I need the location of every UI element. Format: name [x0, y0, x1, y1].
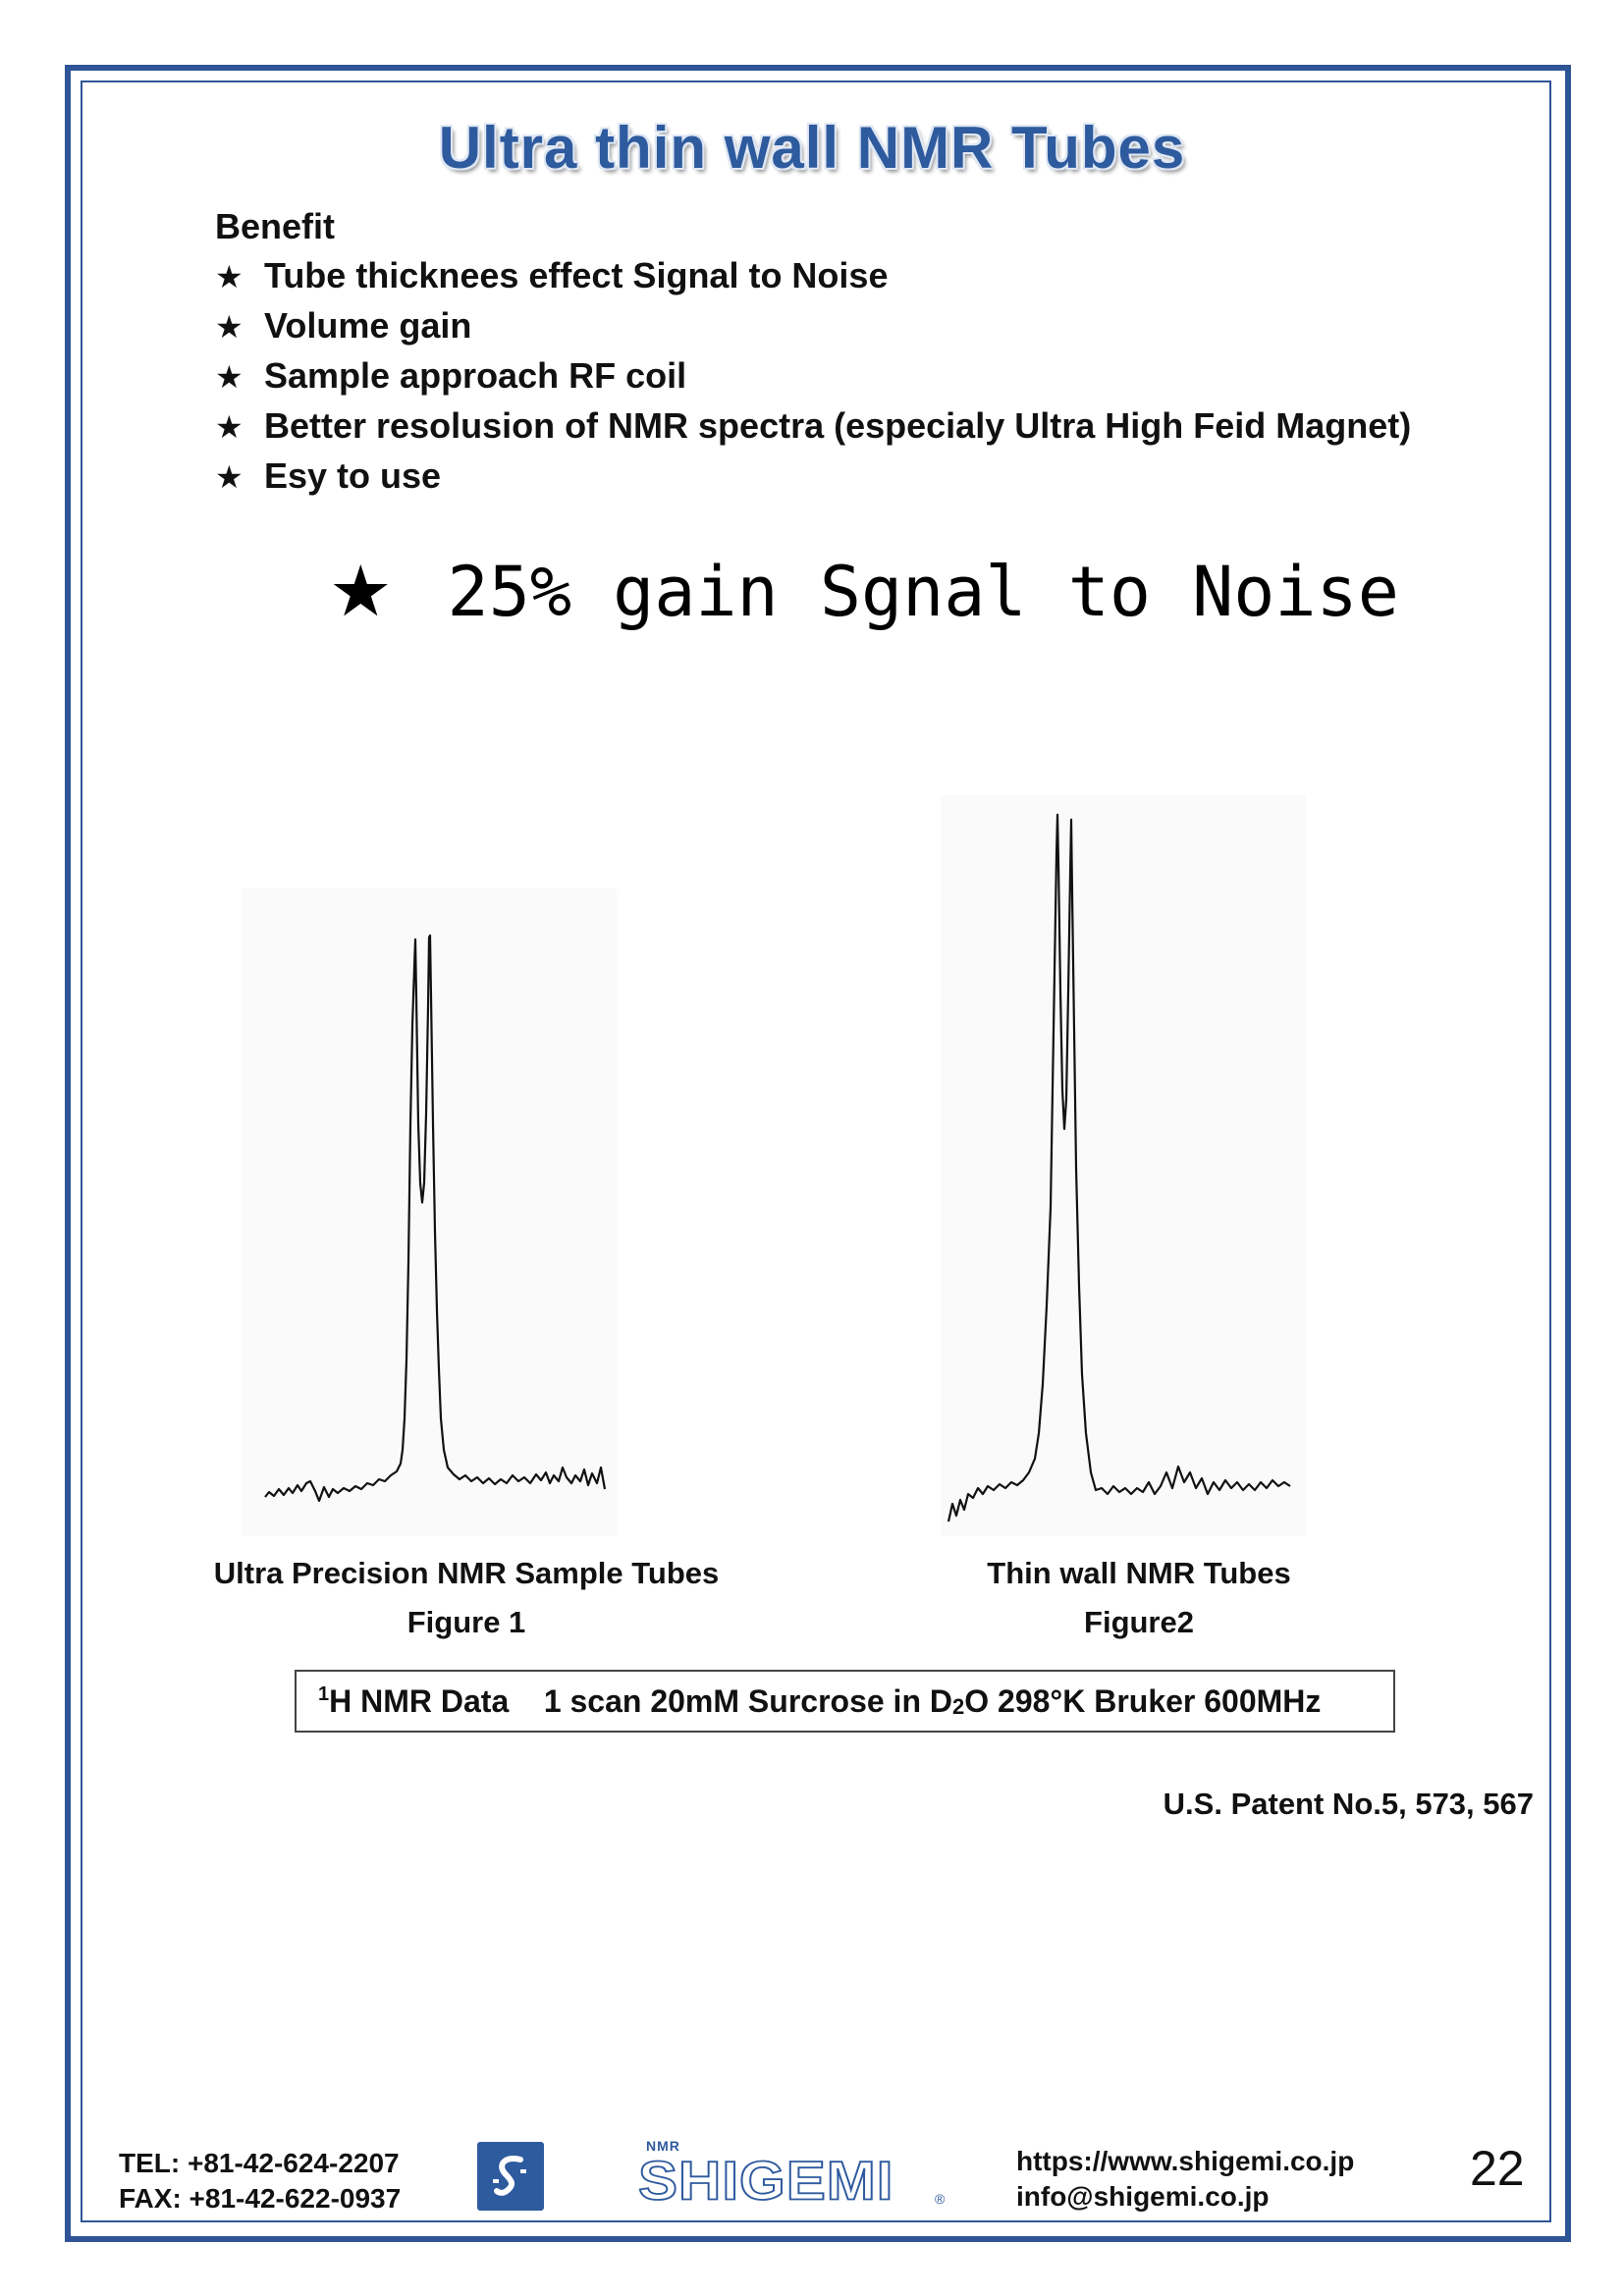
benefit-item-text: Volume gain — [264, 305, 472, 346]
star-icon: ★ — [215, 459, 244, 495]
spectrum-2-image — [941, 795, 1306, 1536]
nmr-spectrum-figure-2 — [941, 795, 1306, 1536]
benefit-item — [215, 251, 1411, 301]
page-title: Ultra thin wall NMR Tubes — [438, 115, 1186, 181]
footer-fax: FAX: +81-42-622-0937 — [119, 2183, 402, 2214]
highlight-text: 25% gain Sgnal to Noise — [447, 552, 1399, 632]
nmr-spectrum-figure-1 — [242, 888, 617, 1536]
benefit-item-text: Better resolusion of NMR spectra (especialy Ultra High Feid Magnet) — [264, 405, 1412, 446]
star-icon: ★ — [215, 409, 244, 445]
highlight-statement — [329, 550, 1399, 632]
nmr-data-box — [295, 1670, 1395, 1733]
footer-web-contact — [1016, 2144, 1354, 2215]
figure-2-title: Thin wall NMR Tubes — [987, 1556, 1291, 1590]
star-icon: ★ — [329, 550, 393, 632]
footer-contact — [119, 2146, 401, 2216]
website-link[interactable]: https://www.shigemi.co.jp — [1016, 2146, 1355, 2176]
figure-1-caption — [167, 1549, 766, 1647]
benefit-item — [215, 401, 1411, 452]
brand-prefix: NMR — [646, 2138, 680, 2154]
benefit-item-text: Esy to use — [264, 455, 442, 496]
benefit-section — [215, 202, 1411, 502]
registered-mark: ® — [935, 2191, 946, 2207]
nmr-data-part1: H NMR Data 1 scan 20mM Surcrose in D — [329, 1682, 952, 1719]
star-icon: ★ — [215, 309, 244, 345]
nmr-data-text — [318, 1683, 1321, 1720]
email-link[interactable]: info@shigemi.co.jp — [1016, 2181, 1270, 2212]
star-icon: ★ — [215, 259, 244, 294]
spectrum-1-trace — [265, 935, 605, 1501]
benefit-list — [215, 251, 1411, 502]
nmr-data-part2: O 298°K Bruker 600MHz — [964, 1682, 1322, 1719]
benefit-item — [215, 351, 1411, 401]
figure-1-title: Ultra Precision NMR Sample Tubes — [213, 1556, 720, 1590]
brand-name: SHIGEMI — [638, 2150, 894, 2212]
isotope-superscript: 1 — [318, 1682, 330, 1705]
benefit-heading: Benefit — [215, 206, 336, 246]
figure-2-caption — [884, 1549, 1394, 1647]
deuterium-subscript: 2 — [951, 1693, 965, 1719]
spectrum-2-trace — [948, 815, 1290, 1522]
page-number: 22 — [1470, 2141, 1525, 2196]
shigemi-logo-icon — [477, 2142, 544, 2211]
star-icon: ★ — [215, 359, 244, 395]
benefit-item — [215, 452, 1411, 502]
benefit-item-text: Sample approach RF coil — [264, 355, 687, 396]
brand-logo — [638, 2138, 952, 2216]
benefit-item-text: Tube thicknees effect Signal to Noise — [264, 255, 889, 295]
patent-number: U.S. Patent No.5, 573, 567 — [1163, 1787, 1534, 1821]
benefit-item — [215, 301, 1411, 351]
figure-2-label: Figure2 — [1084, 1605, 1194, 1639]
figure-1-label: Figure 1 — [406, 1605, 526, 1639]
footer-tel: TEL: +81-42-624-2207 — [119, 2148, 400, 2178]
spectrum-1-image — [242, 888, 617, 1536]
